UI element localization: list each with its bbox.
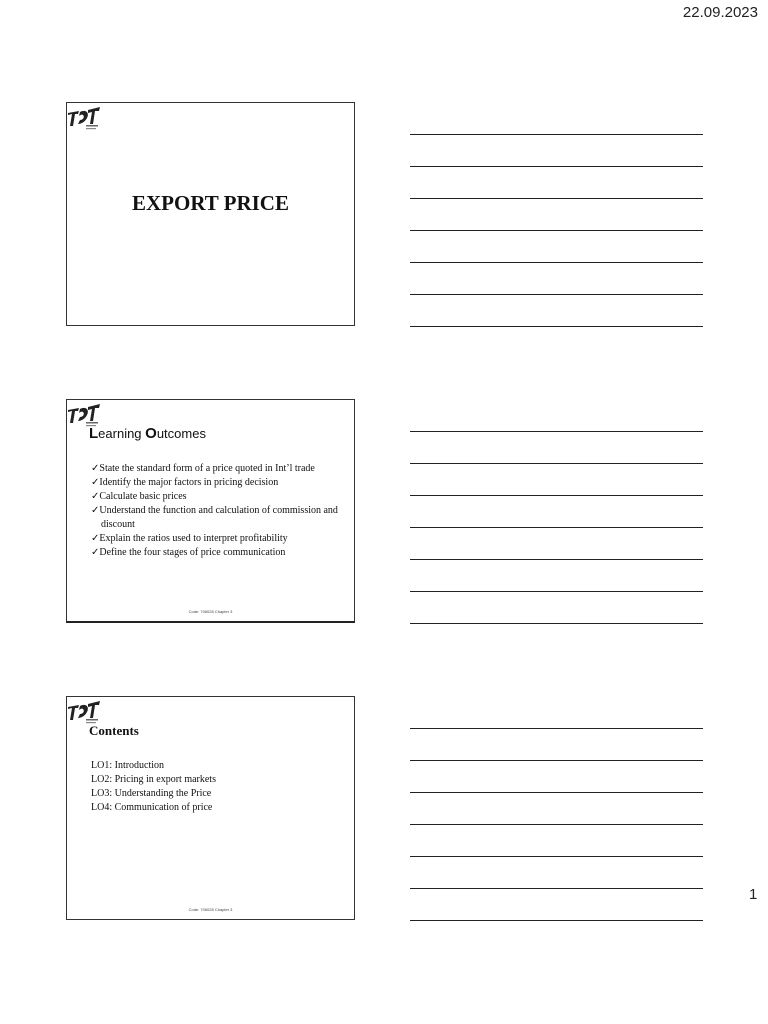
note-line (410, 623, 703, 624)
slide-title: EXPORT PRICE (132, 191, 289, 215)
list-item: LO4: Communication of price (91, 802, 213, 813)
note-line (410, 920, 703, 921)
list-item: LO2: Pricing in export markets (91, 774, 216, 785)
note-line (410, 888, 703, 889)
slide-contents (66, 696, 355, 920)
note-line (410, 294, 703, 295)
note-line (410, 166, 703, 167)
note-line (410, 792, 703, 793)
slide-title: Learning Outcomes (89, 425, 206, 442)
logo-icon (67, 104, 103, 132)
slide-title: Contents (89, 723, 139, 738)
print-date: 22.09.2023 (682, 4, 758, 21)
note-line (410, 431, 703, 432)
note-line (410, 728, 703, 729)
list-item: ✓Identify the major factors in pricing decision (91, 477, 279, 488)
note-line (410, 760, 703, 761)
note-line (410, 198, 703, 199)
list-item: ✓Explain the ratios used to interpret profitability (91, 533, 288, 544)
contents-list (91, 759, 216, 815)
list-item: LO1: Introduction (91, 760, 165, 771)
note-line (410, 527, 703, 528)
list-item: ✓Calculate basic prices (91, 491, 187, 502)
note-line (410, 591, 703, 592)
outcome-list (91, 462, 341, 560)
slide-footer-code: Code: 706028 Chapter 3 (188, 907, 233, 912)
note-line (410, 856, 703, 857)
list-item: ✓State the standard form of a price quoted in Int’l trade (91, 463, 315, 474)
slide-footer-code: Code: 706028 Chapter 3 (188, 609, 233, 614)
note-line (410, 824, 703, 825)
logo-icon (67, 698, 103, 726)
note-line (410, 134, 703, 135)
note-line (410, 326, 703, 327)
note-line (410, 230, 703, 231)
note-line (410, 262, 703, 263)
list-item: LO3: Understanding the Price (91, 788, 212, 799)
page-number: 1 (749, 886, 758, 903)
slide-learning-outcomes (66, 399, 355, 623)
list-item: ✓Define the four stages of price communication (91, 547, 286, 558)
slide-export-price (66, 102, 355, 326)
note-line (410, 559, 703, 560)
note-line (410, 495, 703, 496)
list-item: ✓Understand the function and calculation of commission and discount (91, 505, 338, 530)
note-line (410, 463, 703, 464)
